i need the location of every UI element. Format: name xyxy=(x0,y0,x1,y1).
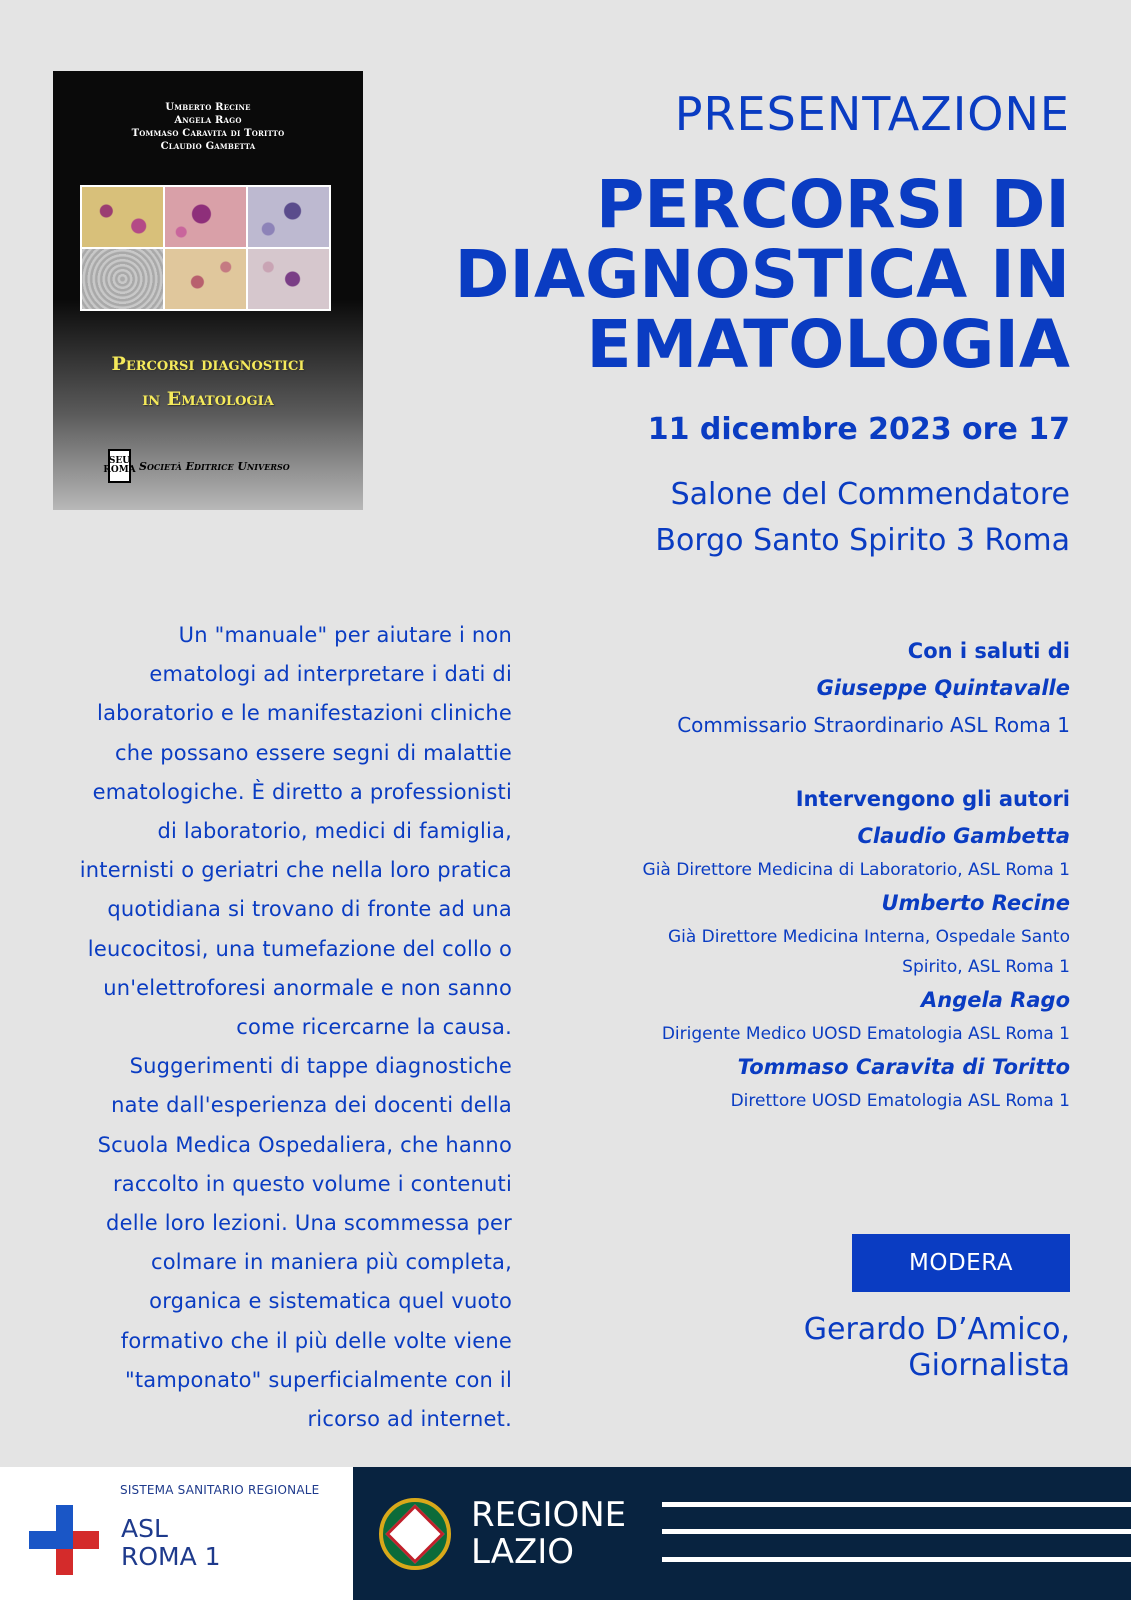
author-name: Tommaso Caravita di Toritto xyxy=(737,1055,1070,1079)
moderator-line: Gerardo D’Amico, xyxy=(803,1312,1070,1347)
publisher-name: Società Editrice Universo xyxy=(139,459,290,473)
cover-publisher xyxy=(103,449,290,483)
asl-line: ROMA 1 xyxy=(121,1542,221,1571)
description-line: Un "manuale" per aiutare i non xyxy=(178,623,512,647)
description-line: come ricercarne la causa. xyxy=(236,1015,512,1040)
footer-stripe xyxy=(662,1557,1131,1562)
description-line: Suggerimenti di tappe diagnostiche xyxy=(129,1054,512,1079)
event-title-line: PERCORSI DI xyxy=(595,166,1070,243)
cover-title xyxy=(53,347,363,417)
event-date: 11 dicembre 2023 ore 17 xyxy=(647,412,1070,447)
description-line: "tamponato" superficialmente con il xyxy=(125,1367,512,1392)
greetings-title: Con i saluti di xyxy=(907,639,1070,663)
modera-badge: MODERA xyxy=(852,1234,1070,1292)
event-venue xyxy=(655,472,1070,564)
description-line: ematologiche. È diretto a professionisti xyxy=(92,779,512,804)
greetings-role: Commissario Straordinario ASL Roma 1 xyxy=(677,713,1070,737)
asl-line: ASL xyxy=(121,1514,168,1543)
description-line: formativo che il più delle volte viene xyxy=(120,1328,512,1353)
cover-title-line: Percorsi diagnostici xyxy=(111,353,305,375)
micrograph-image xyxy=(82,249,163,309)
description-line: leucocitosi, una tumefazione del collo o xyxy=(87,936,512,961)
micrograph-image xyxy=(248,249,329,309)
description-line: raccolto in questo volume i contenuti xyxy=(112,1171,512,1196)
event-title-line: DIAGNOSTICA IN xyxy=(454,236,1070,313)
speakers-section xyxy=(550,633,1070,1116)
regione-lazio-emblem-icon xyxy=(379,1498,451,1570)
description-line: un'elettroforesi anormale e non sanno xyxy=(103,975,512,1000)
ssr-label: SISTEMA SANITARIO REGIONALE xyxy=(120,1483,320,1497)
description-line: organica e sistematica quel vuoto xyxy=(149,1289,512,1314)
author-name: Angela Rago xyxy=(921,988,1070,1012)
description-line: delle loro lezioni. Una scommessa per xyxy=(106,1211,512,1236)
author-role: Direttore UOSD Ematologia ASL Roma 1 xyxy=(730,1091,1070,1111)
moderator xyxy=(804,1312,1070,1384)
micrograph-image xyxy=(165,187,246,247)
book-description xyxy=(8,616,512,1439)
book-cover xyxy=(53,71,363,510)
description-line: laboratorio e le manifestazioni cliniche xyxy=(97,701,512,726)
cover-micrograph-grid xyxy=(80,185,331,311)
author-role: Già Direttore Medicina di Laboratorio, ASL Roma 1 xyxy=(642,860,1070,880)
description-line: di laboratorio, medici di famiglia, xyxy=(157,819,512,844)
cover-authors xyxy=(53,101,363,153)
regione-line: LAZIO xyxy=(471,1532,575,1572)
event-title xyxy=(454,166,1070,383)
venue-line: Borgo Santo Spirito 3 Roma xyxy=(655,523,1070,558)
footer-stripe xyxy=(662,1502,1131,1507)
description-line: quotidiana si trovano di fronte ad una xyxy=(107,897,512,922)
description-line: ematologi ad interpretare i dati di xyxy=(149,662,512,687)
event-title-line: EMATOLOGIA xyxy=(586,306,1070,383)
cover-author: Umberto Recine xyxy=(165,102,251,113)
asl-name xyxy=(121,1515,221,1571)
greetings-name: Giuseppe Quintavalle xyxy=(816,676,1070,700)
moderator-line: Giornalista xyxy=(908,1348,1070,1383)
presentation-label: PRESENTAZIONE xyxy=(674,87,1070,141)
author-role: Spirito, ASL Roma 1 xyxy=(902,957,1070,977)
description-line: nate dall'esperienza dei docenti della xyxy=(111,1093,512,1118)
cover-author: Tommaso Caravita di Toritto xyxy=(131,128,285,139)
footer-stripe xyxy=(662,1529,1131,1534)
regione-line: REGIONE xyxy=(471,1495,627,1535)
cover-title-line: in Ematologia xyxy=(142,388,274,410)
description-line: Scuola Medica Ospedaliera, che hanno xyxy=(97,1132,512,1157)
authors-title: Intervengono gli autori xyxy=(795,787,1070,811)
description-line: che possano essere segni di malattie xyxy=(114,740,512,765)
micrograph-image xyxy=(248,187,329,247)
cover-author: Angela Rago xyxy=(174,115,242,126)
author-role: Già Direttore Medicina Interna, Ospedale Santo xyxy=(667,927,1070,947)
description-line: internisti o geriatri che nella loro pratica xyxy=(79,858,512,883)
author-name: Umberto Recine xyxy=(881,891,1070,915)
micrograph-image xyxy=(165,249,246,309)
description-line: ricorso ad internet. xyxy=(307,1407,512,1432)
cover-author: Claudio Gambetta xyxy=(160,141,256,152)
author-role: Dirigente Medico UOSD Ematologia ASL Roma 1 xyxy=(661,1024,1070,1044)
seu-logo-icon: SEU ROMA xyxy=(108,449,131,483)
regione-name xyxy=(471,1497,626,1571)
micrograph-image xyxy=(82,187,163,247)
author-name: Claudio Gambetta xyxy=(857,824,1070,848)
description-line: colmare in maniera più completa, xyxy=(151,1250,512,1275)
venue-line: Salone del Commendatore xyxy=(670,477,1070,512)
